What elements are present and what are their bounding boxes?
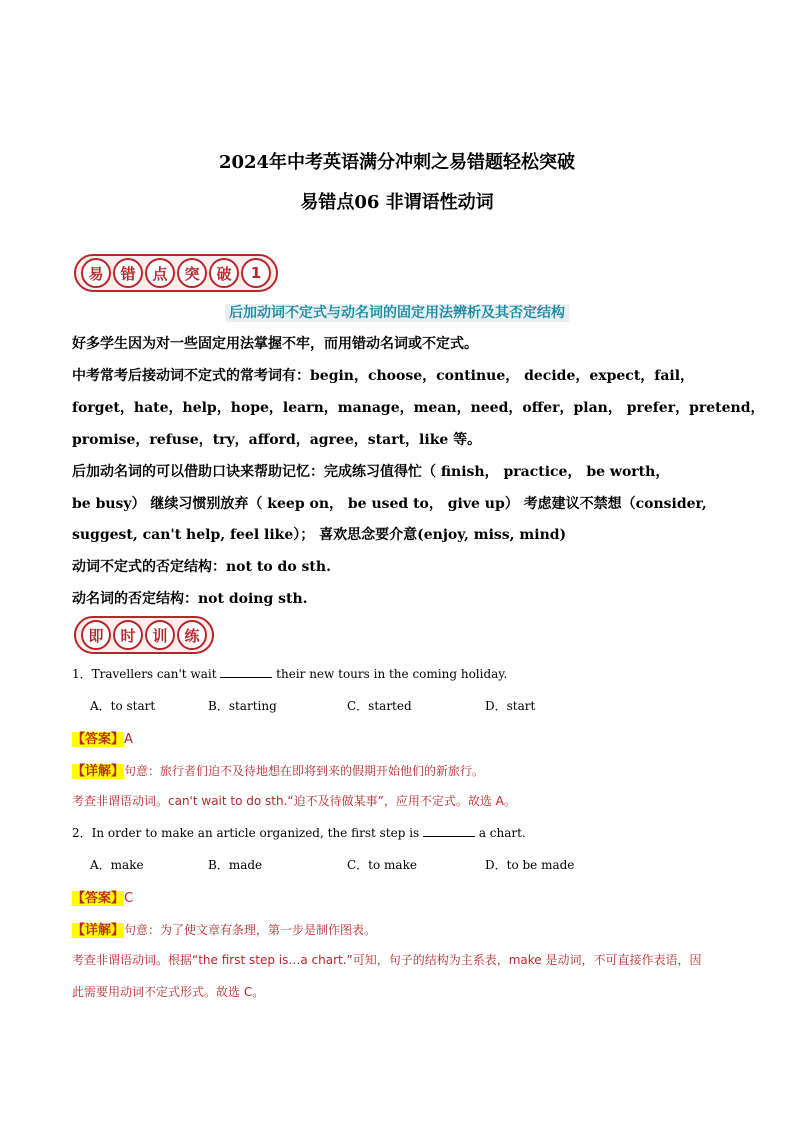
question-stem-before: 1．Travellers can't wait (72, 667, 221, 681)
question-1-option-c: C．started (347, 699, 412, 713)
question-2-option-c: C．to make (347, 858, 417, 872)
answer-blank (423, 826, 475, 837)
badge-char: 1 (241, 258, 271, 288)
answer-tag: 【答案】 (72, 732, 125, 747)
question-1-stem (72, 665, 507, 682)
question-1-detail (72, 760, 484, 779)
paragraph-intro: 好多学生因为对一些固定用法掌握不牢，而用错动名词或不定式。 (72, 336, 478, 352)
badge-char: 时 (113, 620, 143, 650)
document-subtitle: 易错点06 非谓语性动词 (300, 192, 494, 213)
answer-value: C (124, 891, 134, 906)
badge-char: 训 (145, 620, 175, 650)
paragraph-infinitive-negative: 动词不定式的否定结构：not to do sth. (72, 559, 331, 575)
section-heading: 后加动词不定式与动名词的固定用法辨析及其否定结构 (225, 304, 569, 322)
paragraph-gerund-1: 后加动名词的可以借助口诀来帮助记忆：完成练习值得忙（ finish， practice， be worth， (72, 464, 670, 480)
question-2-explanation-line-2: 此需要用动词不定式形式。故选 C。 (72, 985, 265, 999)
question-1-option-d: D．start (485, 699, 536, 713)
badge-char: 破 (209, 258, 239, 288)
badge-char: 练 (177, 620, 207, 650)
badge-char: 错 (113, 258, 143, 288)
badge-error-point-1 (74, 254, 278, 292)
question-2-option-a: A．make (90, 858, 144, 872)
question-1-explanation: 考查非谓语动词。can't wait to do sth.“迫不及待做某事”，应用不定式。故选 A。 (72, 794, 516, 808)
section-heading-wrap (0, 302, 794, 322)
question-2-explanation-line-1: 考查非谓语动词。根据“the first step is…a chart.”可知，句子的结构为主系表，make 是动词，不可直接作表语，因 (72, 953, 702, 967)
detail-text: 句意：旅行者们迫不及待地想在即将到来的假期开始他们的新旅行。 (124, 764, 485, 778)
paragraph-infinitive-2: forget，hate，help，hope，learn，manage，mean，need，offer，plan， prefer，pretend， (72, 400, 765, 416)
question-1-option-a: A．to start (90, 699, 156, 713)
question-stem-after: their new tours in the coming holiday. (272, 667, 508, 681)
question-2-answer (72, 887, 133, 906)
question-2-detail (72, 919, 376, 938)
detail-text: 句意：为了使文章有条理，第一步是制作图表。 (124, 923, 377, 937)
paragraph-gerund-negative: 动名词的否定结构：not doing sth. (72, 591, 308, 607)
badge-char: 突 (177, 258, 207, 288)
detail-tag: 【详解】 (72, 764, 125, 779)
badge-char: 点 (145, 258, 175, 288)
paragraph-infinitive-3: promise，refuse，try，afford，agree，start，like 等。 (72, 432, 482, 448)
question-stem-before: 2．In order to make an article organized, the first step is (72, 826, 424, 840)
document-title: 2024年中考英语满分冲刺之易错题轻松突破 (218, 152, 576, 173)
answer-blank (220, 667, 272, 678)
question-stem-after: a chart. (475, 826, 526, 840)
answer-value: A (124, 732, 133, 747)
paragraph-gerund-3: suggest, can't help, feel like）； 喜欢思念要介意(enjoy, miss, mind) (72, 527, 567, 543)
badge-char: 易 (81, 258, 111, 288)
question-2-option-b: B．made (208, 858, 263, 872)
question-1-answer (72, 728, 133, 747)
question-2-stem (72, 824, 526, 841)
badge-practice (74, 616, 214, 654)
detail-tag: 【详解】 (72, 923, 125, 938)
paragraph-gerund-2: be busy） 继续习惯别放弃（ keep on， be used to， give up） 考虑建议不禁想（consider, (72, 496, 707, 512)
answer-tag: 【答案】 (72, 891, 125, 906)
question-2-option-d: D．to be made (485, 858, 575, 872)
question-1-option-b: B．starting (208, 699, 277, 713)
badge-char: 即 (81, 620, 111, 650)
paragraph-infinitive-1: 中考常考后接动词不定式的常考词有：begin，choose，continue， decide，expect，fail， (72, 368, 695, 384)
